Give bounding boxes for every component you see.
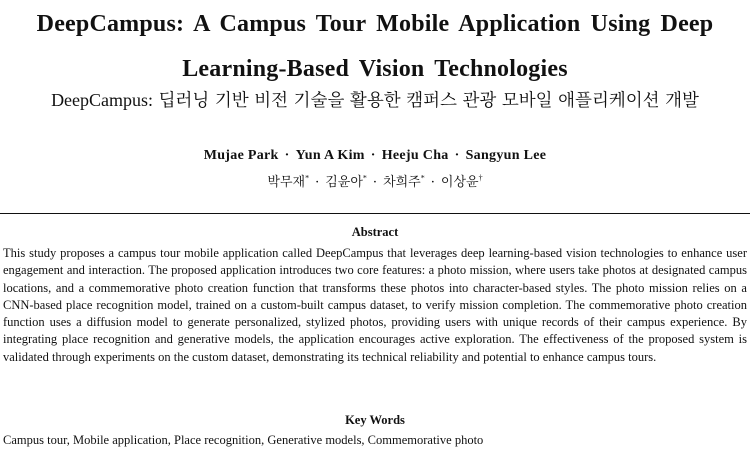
author-separator: · (430, 175, 435, 190)
paper-title-korean-prefix: DeepCampus: (51, 90, 154, 110)
author-mark: * (420, 173, 425, 183)
paper-title (0, 2, 750, 92)
abstract-text: This study proposes a campus tour mobile application called DeepCampus that leverages deep learning-based vision technologies to enhance user engagement and interaction. The proposed application introduces two core features: a photo mission, where users take photos at designated campus locations, and a commemorative photo creation function that transforms these photos into character-based styles. The photo mission relies on a CNN-based place recognition model, trained on a custom-built campus dataset, to verify mission completion. The commemorative photo creation function uses a diffusion model to generate personalized, stylized photos, providing users with unique records of their campus experience. By integrating place recognition and generative models, the application encourages active exploration. The effectiveness of the proposed system is validated through experiments on the custom dataset, demonstrating its technical reliability and potential to enhance campus tours. (3, 246, 747, 364)
paper-title-korean (0, 88, 750, 113)
author-list-korean (0, 173, 750, 193)
author-separator: · (284, 148, 290, 163)
keywords-text: Campus tour, Mobile application, Place recognition, Generative models, Commemorative photo (3, 433, 484, 447)
author-name-korean: 박무재 (267, 175, 306, 190)
author-name-korean: 차희주 (383, 175, 421, 190)
author-separator: · (315, 175, 320, 190)
author-name: Heeju Cha (381, 148, 449, 163)
paper-title-line-1: DeepCampus: A Campus Tour Mobile Application Using Deep (36, 11, 714, 37)
author-separator: · (370, 148, 376, 163)
author-mark: * (362, 173, 367, 183)
keywords-heading: Key Words (345, 413, 405, 427)
paper-title-korean-text: 딥러닝 기반 비전 기술을 활용한 캠퍼스 관광 모바일 애플리케이션 개발 (158, 91, 699, 111)
author-list (0, 146, 750, 166)
abstract-heading: Abstract (351, 225, 399, 239)
author-mark: * (305, 173, 310, 183)
author-name: Sangyun Lee (465, 148, 547, 163)
paper-title-line-2: Learning-Based Vision Technologies (182, 56, 568, 82)
author-name: Yun A Kim (295, 148, 365, 163)
author-separator: · (372, 175, 378, 190)
section-divider (0, 213, 750, 214)
author-name-korean: 이상윤 (440, 175, 479, 190)
author-separator: · (454, 148, 460, 163)
author-name-korean: 김윤아 (325, 175, 363, 190)
author-name: Mujae Park (203, 148, 279, 163)
author-mark: † (478, 173, 483, 183)
